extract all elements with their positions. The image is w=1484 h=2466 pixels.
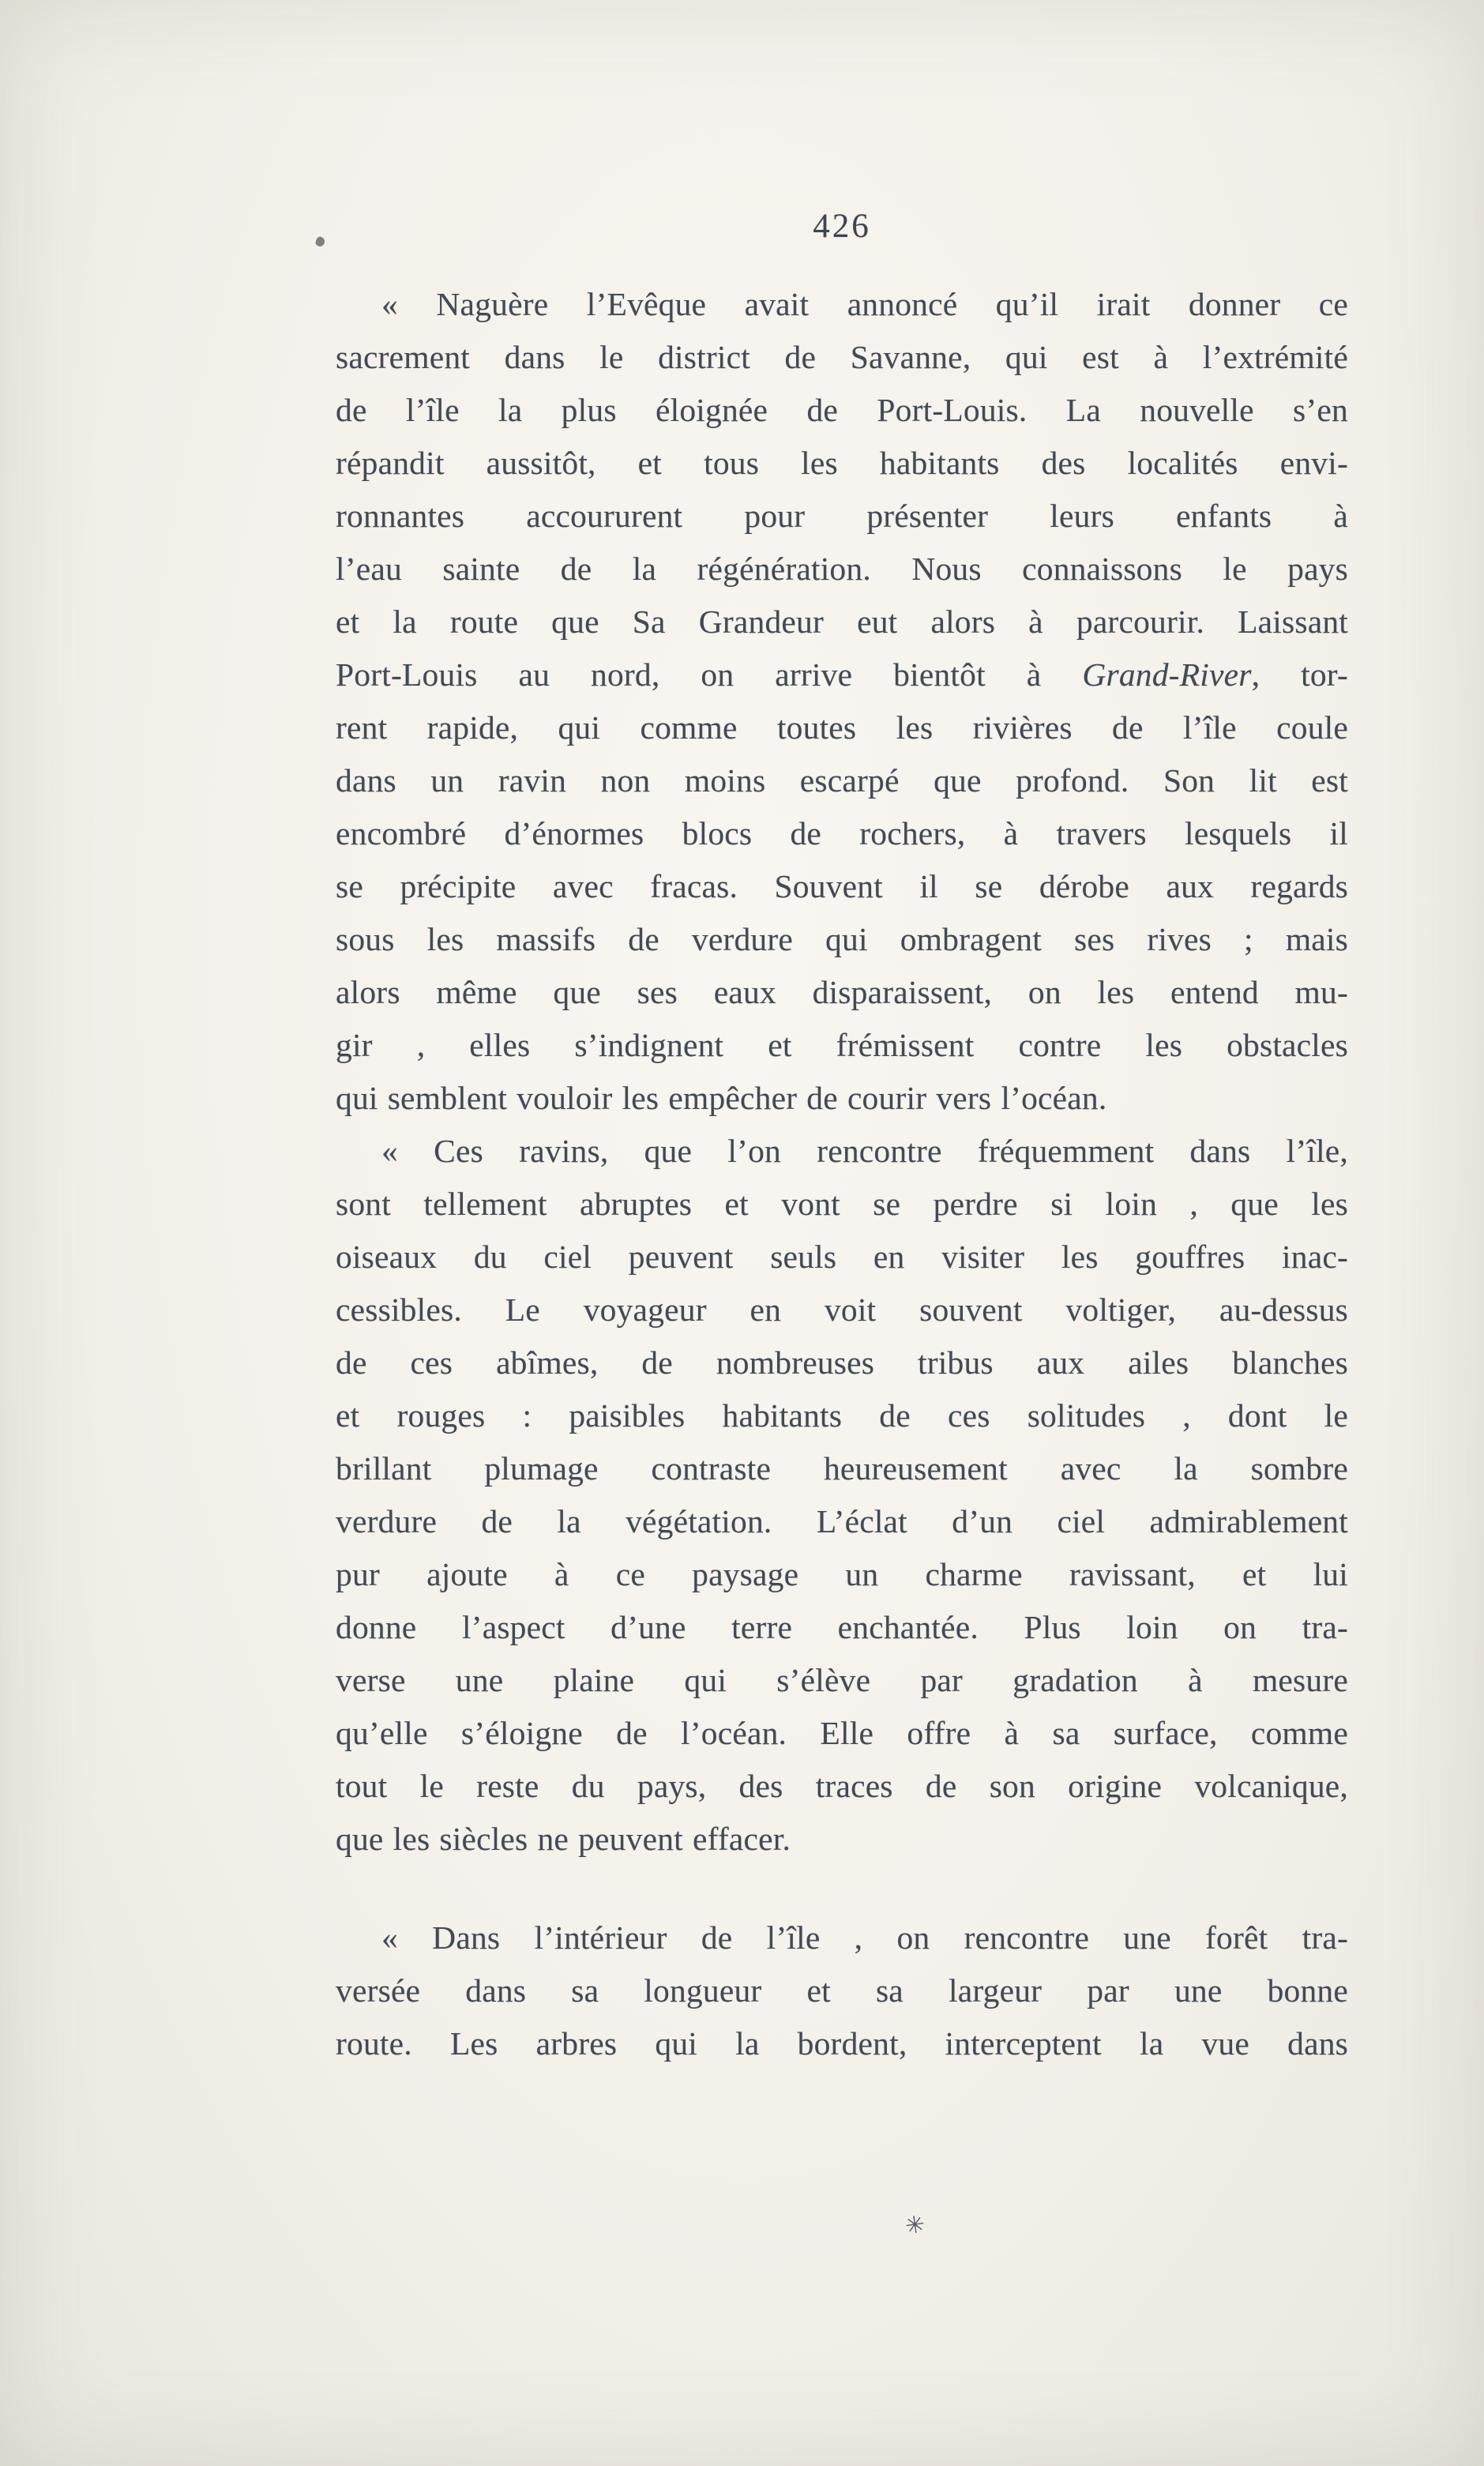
text-line: sont tellement abruptes et vont se perdre si loin , que les (336, 1186, 1348, 1222)
text-line: verse une plaine qui s’élève par gradation à mesure (336, 1662, 1348, 1698)
text-line: alors même que ses eaux disparaissent, on les entend mu- (336, 974, 1348, 1010)
text-line: sacrement dans le district de Savanne, qui est à l’extrémité (336, 339, 1348, 375)
paragraph (336, 1912, 1348, 2070)
text-line: que les siècles ne peuvent effacer. (336, 1821, 791, 1857)
paragraph (336, 1125, 1348, 1866)
text-line: dans un ravin non moins escarpé que profond. Son lit est (336, 762, 1348, 799)
text-line: encombré d’énormes blocs de rochers, à travers lesquels il (336, 815, 1348, 851)
text-line: versée dans sa longueur et sa largeur par une bonne (336, 1972, 1348, 2009)
text-line: de ces abîmes, de nombreuses tribus aux ailes blanches (336, 1344, 1348, 1381)
text-line: qu’elle s’éloigne de l’océan. Elle offre à sa surface, comme (336, 1715, 1348, 1751)
text-line: cessibles. Le voyageur en voit souvent voltiger, au-dessus (336, 1291, 1348, 1328)
text-line: qui semblent vouloir les empêcher de courir vers l’océan. (336, 1080, 1107, 1116)
text-line: de l’île la plus éloignée de Port-Louis. La nouvelle s’en (336, 392, 1348, 428)
text-line: verdure de la végétation. L’éclat d’un ciel admirablement (336, 1503, 1348, 1539)
ink-dot-mark (314, 235, 326, 247)
text-line: route. Les arbres qui la bordent, interceptent la vue dans (336, 2025, 1348, 2062)
paragraph (336, 278, 1348, 1125)
text-line: tout le reste du pays, des traces de son origine volcanique, (336, 1768, 1348, 1804)
printers-ornament: ✳ (903, 2211, 927, 2240)
text-line: pur ajoute à ce paysage un charme ravissant, et lui (336, 1556, 1348, 1592)
text-line: brillant plumage contraste heureusement avec la sombre (336, 1450, 1348, 1487)
text-line: sous les massifs de verdure qui ombragent ses rives ; mais (336, 921, 1348, 957)
text-line: donne l’aspect d’une terre enchantée. Plus loin on tra- (336, 1609, 1348, 1645)
text-line: l’eau sainte de la régénération. Nous connaissons le pays (336, 551, 1348, 587)
text-block (336, 278, 1348, 2070)
text-line: ronnantes accoururent pour présenter leurs enfants à (336, 498, 1348, 534)
text-line: répandit aussitôt, et tous les habitants des localités envi- (336, 445, 1348, 481)
text-line: gir , elles s’indignent et frémissent contre les obstacles (336, 1027, 1348, 1063)
text-line: Port-Louis au nord, on arrive bientôt à Grand-River, tor- (336, 656, 1348, 693)
text-line: se précipite avec fracas. Souvent il se dérobe aux regards (336, 868, 1348, 904)
text-line: « Naguère l’Evêque avait annoncé qu’il irait donner ce (381, 286, 1348, 322)
text-line: oiseaux du ciel peuvent seuls en visiter les gouffres inac- (336, 1239, 1348, 1275)
text-line: et la route que Sa Grandeur eut alors à parcourir. Laissant (336, 603, 1348, 640)
text-line: « Ces ravins, que l’on rencontre fréquemment dans l’île, (381, 1133, 1348, 1169)
text-line: et rouges : paisibles habitants de ces solitudes , dont le (336, 1397, 1348, 1434)
page-number: 426 (813, 208, 871, 245)
text-line: rent rapide, qui comme toutes les rivières de l’île coule (336, 709, 1348, 746)
text-line: « Dans l’intérieur de l’île , on rencontre une forêt tra- (381, 1919, 1348, 1956)
